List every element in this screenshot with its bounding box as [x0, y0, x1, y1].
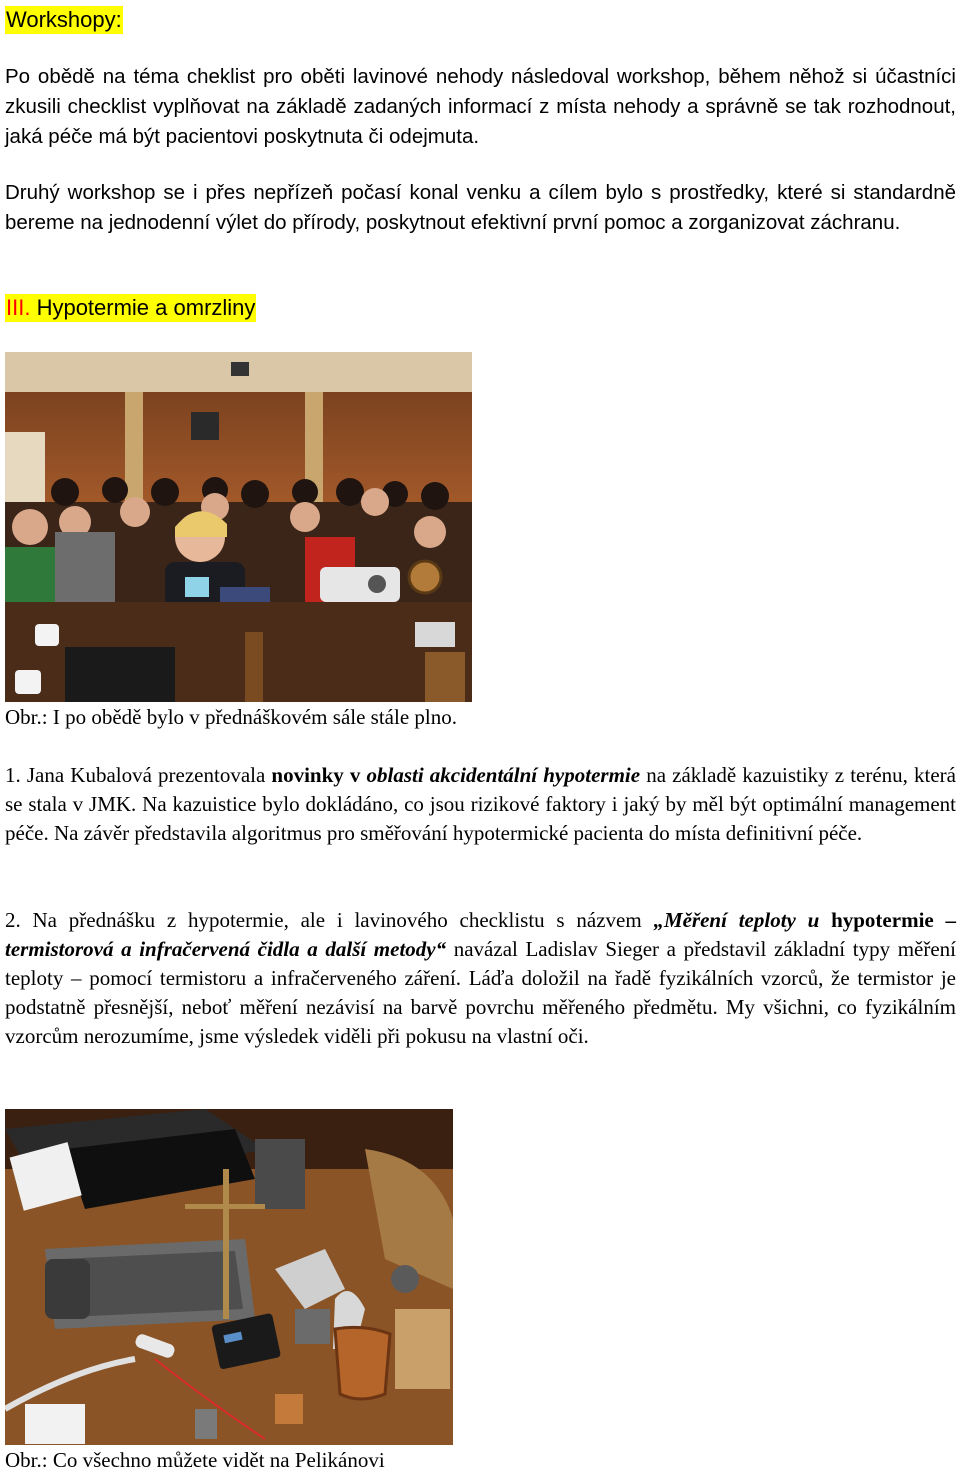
item1-text-start: 1. Jana Kubalová prezentovala — [5, 763, 272, 787]
equipment-image — [5, 1109, 453, 1445]
heading-hypotermie — [5, 294, 256, 322]
paragraph-item-1 — [5, 761, 956, 848]
item1-bold-italic: oblasti akcidentální hypotermie — [366, 763, 641, 787]
item2-title-part2: hypotermie — [831, 908, 934, 932]
paragraph-workshop-2: Druhý workshop se i přes nepřízeň počasí konal venku a cílem bylo s prostředky, které si standardně bereme na jednodenní výlet do přírody, poskytnout efektivní první pomoc a zorganizovat záchranu. — [5, 181, 956, 234]
heading-title: Hypotermie a omrzliny — [30, 295, 256, 320]
photo2-caption: Obr.: Co všechno můžete vidět na Pelikánovi — [5, 1448, 385, 1472]
item1-bold: novinky v — [271, 763, 367, 787]
photo1-caption: Obr.: I po obědě bylo v přednáškovém sále stále plno. — [5, 705, 457, 729]
paragraph-item-2 — [5, 906, 956, 1051]
paragraph-workshop-1: Po obědě na téma cheklist pro oběti lavinové nehody následoval workshop, během něhož si účastníci zkusili checklist vyplňovat na základě zadaných informací z místa nehody a správně se tak rozhodnout, jaká péče má být pacientovi poskytnuta či odejmuta. — [5, 65, 956, 148]
heading-workshopy: Workshopy: — [6, 7, 122, 32]
item1-text-end: na základě kazuistiky z terénu, která se stala v JMK. Na kazuistice bylo dokládáno, co jsou rizikové faktory i jaký by měl být optimální management péče. Na závěr představila algoritmus pro směřování hypotermické pacienta do místa definitivní péče. — [5, 763, 956, 845]
photo-lecture-hall — [5, 352, 472, 702]
item2-text-end: navázal Ladislav Sieger a představil základní typy měření teploty – pomocí termistoru a infračerveného záření. Láďa doložil na řadě fyzikálních vzorců, že termistor je podstatně přesnější, neboť měření nezávisí na barvě povrchu měřeného předmětu. My všichni, co fyzikálním vzorcům nerozumíme, jsme výsledek viděli při pokusu na vlastní oči. — [5, 937, 956, 1048]
item2-title-part1: „Měření teploty u — [653, 908, 832, 932]
item2-text-start: 2. Na přednášku z hypotermie, ale i lavinového checklistu s názvem — [5, 908, 654, 932]
item2-title-dash: – — [933, 908, 957, 932]
lecture-hall-image — [5, 352, 472, 702]
item2-title-part3: termistorová a infračervená čidla a další metody“ — [5, 937, 447, 961]
photo-equipment — [5, 1109, 453, 1445]
heading-number: III. — [6, 295, 31, 320]
